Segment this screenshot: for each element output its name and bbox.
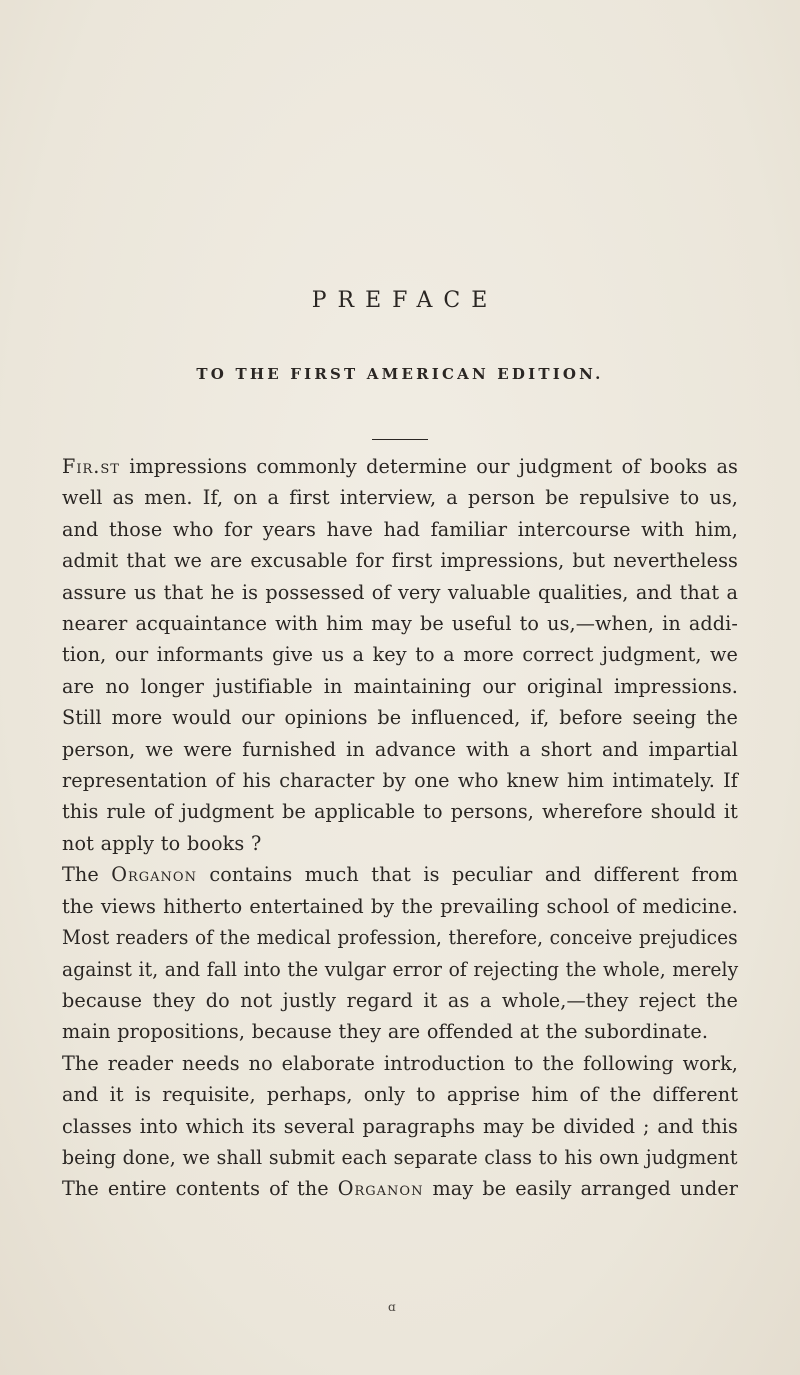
text-line: tion, our informants give us a key to a more correct judgment, we — [62, 643, 738, 667]
text-fragment: may be easily arranged under — [423, 1177, 738, 1201]
text-line — [62, 451, 738, 482]
paragraph-4 — [62, 1173, 738, 1204]
text-line: The reader needs no elaborate introduction to the following work, — [62, 1051, 738, 1075]
preface-body — [62, 451, 738, 1205]
signature-mark: ɑ — [388, 1300, 396, 1314]
text-line: classes into which its several paragraphs may be divided ; and this — [62, 1114, 738, 1138]
text-line: assure us that he is possessed of very valuable qualities, and that a — [62, 580, 738, 604]
text-line: Most readers of the medical profession, therefore, conceive prejudices — [62, 926, 738, 950]
text-line: Still more would our opinions be influenced, if, before seeing the — [62, 706, 738, 730]
text-line: main propositions, because they are offended at the subordinate. — [62, 1020, 709, 1044]
preface-subtitle: TO THE FIRST AMERICAN EDITION. — [196, 365, 604, 383]
text-fragment: The entire contents of the — [62, 1177, 338, 1201]
text-line: and it is requisite, perhaps, only to apprise him of the different — [62, 1083, 738, 1107]
organon-word: Organon — [337, 1177, 424, 1201]
text-line-rest: impressions commonly determine our judgment of books as — [119, 455, 738, 478]
paragraph-3 — [62, 1048, 738, 1174]
preface-title: PREFACE — [311, 288, 499, 313]
text-line: well as men. If, on a first interview, a person be repulsive to us, — [62, 486, 738, 510]
lead-word: Fir.st — [62, 455, 120, 478]
paragraph-2 — [62, 859, 738, 1047]
text-fragment: The — [62, 863, 112, 887]
text-line: admit that we are excusable for first impressions, but nevertheless — [62, 549, 738, 573]
text-line: being done, we shall submit each separate class to his own judgment — [62, 1145, 738, 1169]
text-line: and those who for years have had familiar intercourse with him, — [62, 517, 738, 541]
text-line: the views hitherto entertained by the prevailing school of medicine. — [62, 894, 738, 918]
paragraph-1 — [62, 451, 738, 859]
text-line — [62, 1173, 738, 1204]
heading-divider — [372, 439, 428, 440]
text-line: not apply to books ? — [62, 831, 262, 855]
text-line: representation of his character by one who knew him intimately. If — [62, 769, 738, 793]
text-line: this rule of judgment be applicable to persons, wherefore should it — [62, 800, 738, 824]
text-line: nearer acquaintance with him may be useful to us,—when, in addi- — [62, 612, 738, 636]
text-line: person, we were furnished in advance with a short and impartial — [62, 737, 738, 761]
text-line: are no longer justifiable in maintaining our original impressions. — [62, 674, 738, 698]
text-line — [62, 859, 738, 890]
text-fragment: contains much that is peculiar and different from — [196, 863, 738, 887]
text-line: because they do not justly regard it as a whole,—they reject the — [62, 988, 738, 1012]
text-line: against it, and fall into the vulgar error of rejecting the whole, merely — [62, 957, 739, 981]
organon-word: Organon — [111, 863, 197, 887]
